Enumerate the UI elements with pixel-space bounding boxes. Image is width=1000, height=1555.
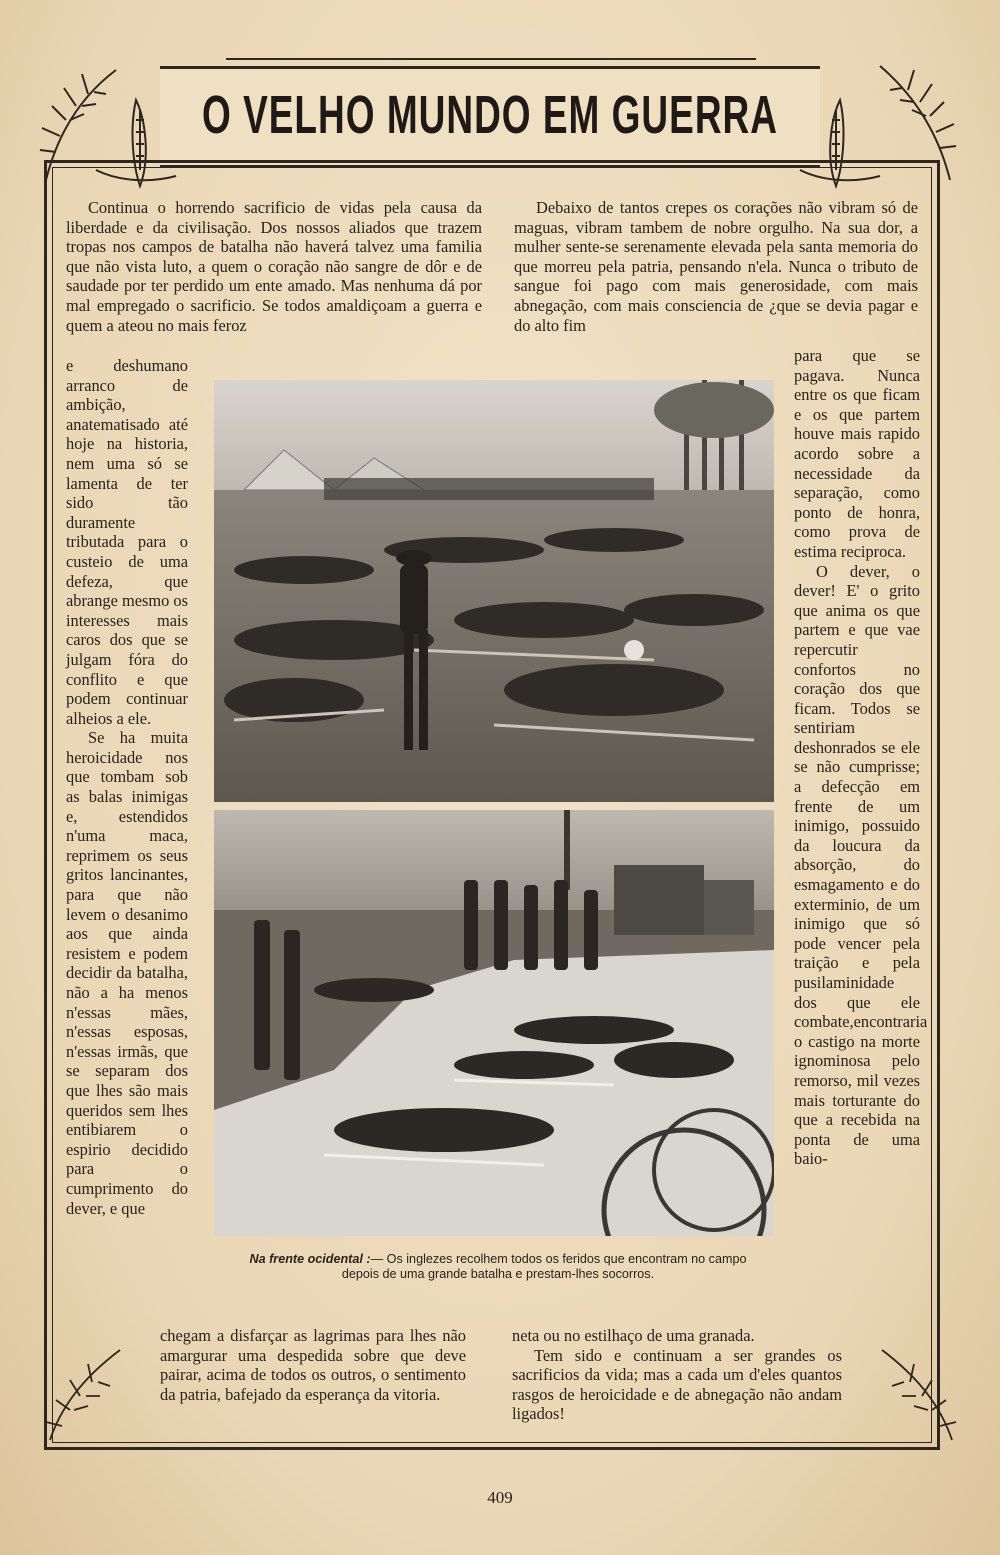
caption-text: — Os inglezes recolhem todos os feridos que encontram no campo depois de uma grande batalha e prestam-lhes socorros. — [341, 1252, 747, 1281]
photo-wounded-on-stretchers — [214, 380, 774, 802]
bottom-left-text — [160, 1326, 466, 1404]
paragraph: Tem sido e continuam a ser grandes os sacrificios da vida; mas a cada um d'eles quantos rasgos de heroicidade e de abnegação não andam ligados! — [512, 1345, 842, 1424]
page-title: O VELHO MUNDO EM GUERRA — [202, 85, 778, 145]
paragraph: chegam a disfarçar as lagrimas para lhes não amargurar uma despedida sobre que deve pairar, acima de todos os outros, o sentimento da patria, bafejado da esperança da vitoria. — [160, 1326, 466, 1404]
paragraph: O dever, o dever! E' o grito que anima os que partem e que vae repercutir confortos no coração dos que ficam. Todos se sentiriam deshonrados se ele se não cumprisse; a defecção em frente de um inimigo, possuido da loucura da absorção, do esmagamento e do exterminio, de um inimigo que só pode vencer pela traição e pela pusilaminidade dos que ele combate,encontraria o castigo na morte ignominosa pelo remorso, mil vezes mais torturante do que a recebida na ponta de uma baio- — [794, 561, 928, 1169]
photo-stretchers-and-ambulances-image — [214, 810, 774, 1236]
paragraph: Debaixo de tantos crepes os corações não vibram só de maguas, vibram tambem de nobre orgulho. Na sua dor, a mulher sente-se serenamente elevada pela santa memoria do que morreu pela patria, pensando n'ela. Nunca o tributo de sangue foi pago com mais generosidade, com mais abnegação, com mais consciencia de ¿que se devia pagar e do alto fim — [514, 198, 918, 335]
left-column-intro — [66, 198, 482, 335]
left-column-narrow — [66, 356, 188, 1218]
right-column-intro — [514, 198, 918, 335]
page-number: 409 — [487, 1488, 513, 1507]
right-column-narrow — [794, 346, 928, 1169]
paragraph: e deshumano arranco de ambição, anatematisado até hoje na historia, nem uma só se lamenta de ter sido tão duramente tributada para o custeio de uma defeza, que abrange mesmo os interesses mais caros dos que se julgam fóra do conflito e que podem continuar alheios a ele. — [66, 356, 188, 728]
header-rule — [226, 58, 756, 60]
paragraph: para que se pagava. Nunca entre os que ficam e os que partem houve mais rapido acordo sobre a necessidade da separação, como ponto de honra, como prova de estima reciproca. — [794, 346, 920, 561]
photo-stretchers-and-ambulances — [214, 810, 774, 1236]
photo-wounded-on-stretchers-image — [214, 380, 774, 802]
caption-lead: Na frente ocidental : — [249, 1252, 371, 1266]
photo-caption — [236, 1252, 760, 1282]
paragraph: Continua o horrendo sacrificio de vidas pela causa da liberdade e da civilisação. Dos nossos aliados que trazem tropas nos campos de batalha não haverá talvez uma familia que não vista luto, a quem o coração não sangre de dôr e de saudade por ter perdido um ente amado. Mas nenhuma dá por mal empregado o sacrificio. Se todos amaldiçoam a guerra e quem a ateou no mais feroz — [66, 198, 482, 335]
paragraph: neta ou no estilhaço de uma granada. — [512, 1326, 755, 1345]
paragraph: Se ha muita heroicidade nos que tombam sob as balas inimigas e, estendidos n'uma maca, reprimem os seus gritos lancinantes, para que não levem o desanimo aos que ainda resistem e podem decidir da batalha, não a ha menos n'essas mães, n'essas esposas, n'essas irmãs, que se separam dos que lhes são mais queridos sem lhes entibiarem o espirio decidido para o cumprimento do dever, e que — [66, 728, 188, 1218]
bottom-right-text — [512, 1326, 842, 1424]
